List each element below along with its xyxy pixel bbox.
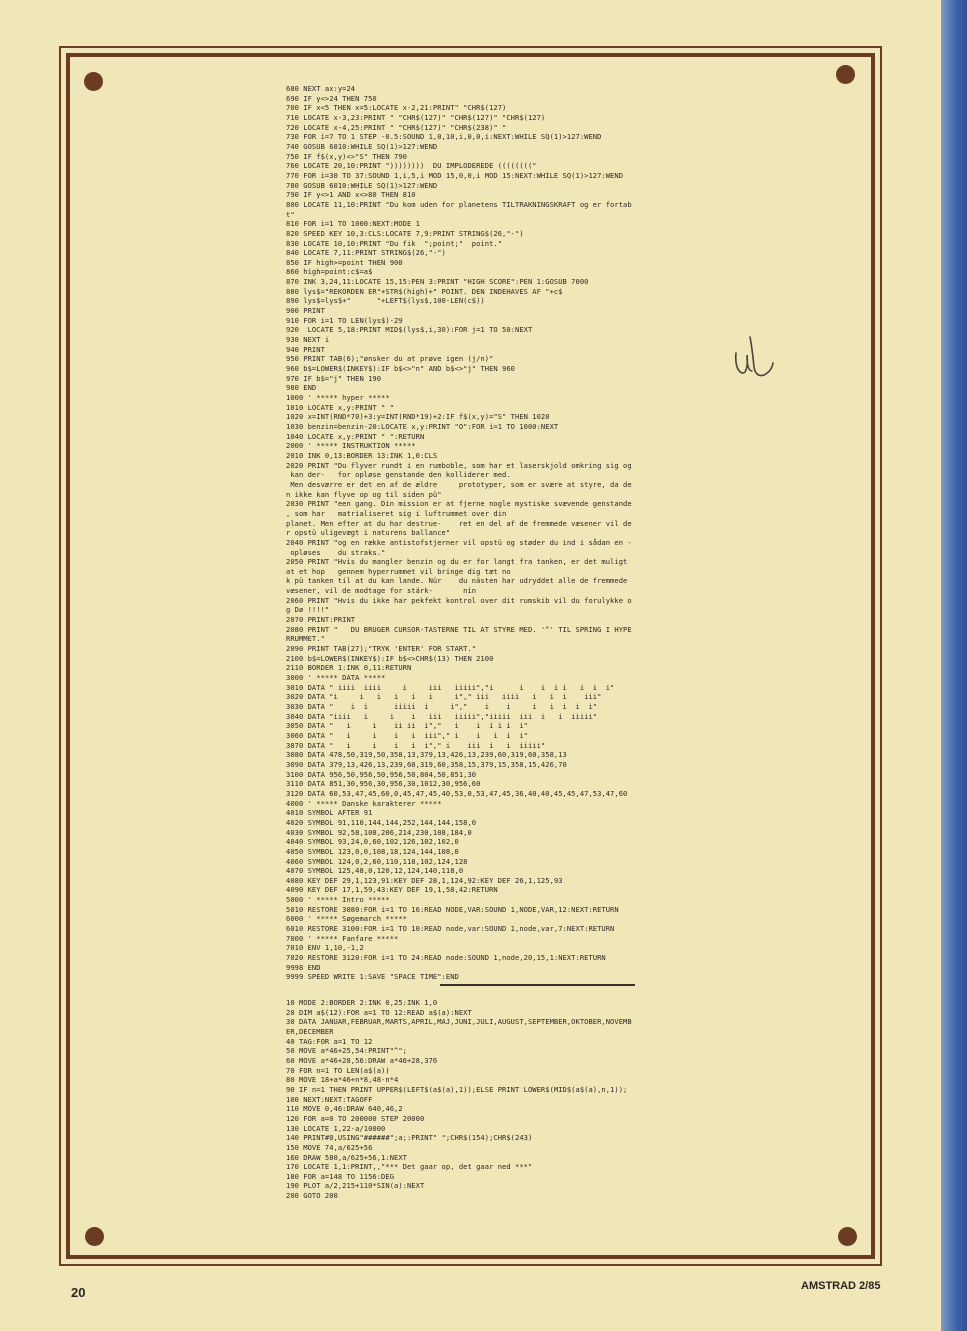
code-line: 3010 DATA " iiii iiii i iii iiiii","i i i i i i i i" [286, 682, 615, 692]
code-line: 730 FOR i=7 TO 1 STEP -0.5:SOUND 1,0,10,i,0,0,i:NEXT:WHILE SQ(1)>127:WEND [286, 132, 602, 142]
code-line: 110 MOVE 0,46:DRAW 640,46,2 [286, 1104, 403, 1114]
code-line: kan der- for opløse genstande den kolliderer med. [286, 470, 511, 480]
code-line: 200 GOTO 200 [286, 1191, 338, 1201]
code-line: RRUMMET." [286, 634, 325, 644]
code-line: 900 PRINT [286, 306, 325, 316]
code-line: 6010 RESTORE 3100:FOR i=1 TO 10:READ node,var:SOUND 1,node,var,7:NEXT:RETURN [286, 924, 615, 934]
code-line: 120 FOR a=0 TO 200000 STEP 20000 [286, 1113, 425, 1123]
code-line: 20 DIM a$(12):FOR a=1 TO 12:READ a$(a):NEXT [286, 1007, 472, 1017]
basic-listing-space-time [286, 84, 632, 982]
corner-dot-bottom-left [85, 1227, 104, 1246]
code-line: 960 b$=LOWER$(INKEY$):IF b$<>"n" AND b$<>"j" THEN 960 [286, 364, 516, 374]
code-line: 100 NEXT:NEXT:TAGOFF [286, 1094, 373, 1104]
code-line: , som har matrialiseret sig i luftrummet over din [286, 508, 507, 518]
code-line: 80 MOVE 18+a*46+n*8,48-n*4 [286, 1075, 399, 1085]
code-line: 30 DATA JANUAR,FEBRUAR,MARTS,APRIL,MAJ,JUNI,JULI,AUGUST,SEPTEMBER,OKTOBER,NOVEMB [286, 1017, 632, 1027]
code-line: 870 INK 3,24,11:LOCATE 15,15:PEN 3:PRINT "HIGH SCORE":PEN 1:GOSUB 7000 [286, 277, 589, 287]
code-line: n ikke kan flyve op og til siden pü" [286, 489, 442, 499]
code-line: 60 MOVE a*46+28,56:DRAW a*46+28,376 [286, 1055, 438, 1065]
code-line: 800 LOCATE 11,10:PRINT "Du kom uden for planetens TILTRAKNINGSKRAFT og er fortab [286, 199, 632, 209]
corner-dot-top-right [836, 65, 855, 84]
code-line: 2040 PRINT "og en række antistofstjerner vil opstü og støder du ind i sådan en - [286, 537, 632, 547]
code-line: 3040 DATA "iiii i i i iii iiiii","iiiii iii i i iiiii" [286, 711, 598, 721]
code-line: 150 MOVE 74,a/625+56 [286, 1142, 373, 1152]
code-line: 880 lys$="REKORDEN ER"+STR$(high)+" POINT. DEN INDEHAVES AF "+c$ [286, 286, 563, 296]
code-line: 9998 END [286, 962, 321, 972]
code-line: 910 FOR i=1 TO LEN(lys$)-29 [286, 315, 403, 325]
code-line: 4060 SYMBOL 124,0,2,60,110,118,102,124,128 [286, 856, 468, 866]
code-line: 3020 DATA "i i i i i i i"," iii iiii i i i iii" [286, 692, 602, 702]
code-line: 930 NEXT i [286, 335, 330, 345]
code-line: 4080 KEY DEF 29,1,123,91:KEY DEF 28,1,124,92:KEY DEF 26,1,125,93 [286, 875, 563, 885]
code-line: 3000 ' ***** DATA ***** [286, 673, 386, 683]
code-line: væsener, vil de modtage for stärk- nin [286, 586, 477, 596]
code-line: 5000 ' ***** Intro ***** [286, 895, 390, 905]
code-line: 3090 DATA 379,13,426,13,239,60,319,60,358,15,379,15,358,15,426,70 [286, 759, 567, 769]
corner-dot-top-left [84, 72, 103, 91]
code-line: 10 MODE 2:BORDER 2:INK 0,25:INK 1,0 [286, 998, 438, 1007]
code-line: 680 NEXT ax:y=24 [286, 84, 356, 93]
code-line: 2060 PRINT "Hvis du ikke har pekfekt kontrol over dit rumskib vil du forulykke o [286, 595, 632, 605]
code-line: ER,DECEMBER [286, 1026, 334, 1036]
code-line: 3120 DATA 60,53,47,45,60,0,45,47,45,40,53,0,53,47,45,36,40,40,45,45,47,53,47,60 [286, 788, 628, 798]
code-line: 950 PRINT TAB(6);"ønsker du at prøve igen (j/n)" [286, 354, 494, 364]
code-line: 2050 PRINT "Hvis du mangler benzin og du er for langt fra tanken, er det muligt [286, 557, 628, 567]
code-line: 180 FOR a=148 TO 1156:DEG [286, 1171, 395, 1181]
code-line: 1030 benzin=benzin-20:LOCATE x,y:PRINT "O":FOR i=1 TO 1000:NEXT [286, 421, 559, 431]
code-line: 50 MOVE a*46+25,54:PRINT"^"; [286, 1046, 407, 1056]
code-line: 770 FOR i=30 TO 37:SOUND 1,i,5,i MOD 15,0,0,i MOD 15:NEXT:WHILE SQ(1)>127:WEND [286, 170, 624, 180]
code-line: opløses du straks." [286, 547, 386, 557]
code-line: 3110 DATA 851,30,956,30,956,30,1012,30,956,60 [286, 779, 481, 789]
code-line: 1020 x=INT(RND*70)+3:y=INT(RND*19)+2:IF f$(x,y)="S" THEN 1020 [286, 412, 550, 422]
code-line: 890 lys$=lys$+" "+LEFT$(lys$,100-LEN(c$)) [286, 296, 485, 306]
code-line: 1040 LOCATE x,y:PRINT " ":RETURN [286, 431, 425, 441]
code-line: t" [286, 209, 295, 219]
code-line: r opstü uligevægt i naturens ballance" [286, 528, 451, 538]
code-line: 690 IF y<>24 THEN 750 [286, 93, 377, 103]
code-line: 4050 SYMBOL 123,0,0,108,18,124,144,108,0 [286, 846, 459, 856]
basic-listing-graph [286, 998, 632, 1201]
code-line: 830 LOCATE 10,10:PRINT "Du fik ";point;" point." [286, 238, 503, 248]
code-line: 2030 PRINT "een gang. Din mission er at fjerne nogle mystiske svævende genstande [286, 499, 632, 509]
code-line: 40 TAG:FOR a=1 TO 12 [286, 1036, 373, 1046]
code-line: 5010 RESTORE 3080:FOR i=1 TO 16:READ NODE,VAR:SOUND 1,NODE,VAR,12:NEXT:RETURN [286, 904, 619, 914]
code-line: 4090 KEY DEF 17,1,59,43:KEY DEF 19,1,58,42:RETURN [286, 885, 498, 895]
code-line: 970 IF b$="j" THEN 190 [286, 373, 382, 383]
code-line: 7010 ENV 1,10,-1,2 [286, 943, 364, 953]
code-line: 2020 PRINT "Du flyver rundt i en rumboble, som har et laserskjold omkring sig og [286, 460, 632, 470]
listing-separator [440, 984, 635, 986]
code-line: 3060 DATA " i i i i iii"," i i i i i" [286, 730, 528, 740]
code-line: 820 SPEED KEY 10,3:CLS:LOCATE 7,9:PRINT STRING$(26,"-") [286, 228, 524, 238]
code-line: 4000 ' ***** Danske karakterer ***** [286, 798, 442, 808]
code-line: k pü tanken til at du kan lande. Nür du nästen har udryddet alle de fremmede [286, 576, 628, 586]
code-line: 840 LOCATE 7,11:PRINT STRING$(26,"-") [286, 248, 446, 258]
code-line: 720 LOCATE x-4,25:PRINT " "CHR$(127)" "CHR$(238)" " [286, 122, 507, 132]
code-line: 2090 PRINT TAB(27);"TRYK 'ENTER' FOR START." [286, 644, 477, 654]
code-line: 2000 ' ***** INSTRUKTION ***** [286, 441, 416, 451]
code-line: g Dø !!!!" [286, 605, 330, 615]
code-line: 3030 DATA " i i iiiii i i"," i i i i i i i" [286, 702, 598, 711]
code-line: 2110 BORDER 1:INK 0,11:RETURN [286, 663, 412, 673]
code-line: 160 DRAW 580,a/625+56,1:NEXT [286, 1152, 407, 1162]
code-line: 140 PRINT#0,USING"######";a;:PRINT" ";CHR$(154);CHR$(243) [286, 1133, 533, 1143]
code-line: 850 IF high>=point THEN 900 [286, 257, 403, 267]
magazine-spine [941, 0, 967, 1331]
code-line: 3070 DATA " i i i i i"," i iii i i iiiii" [286, 740, 546, 750]
code-line: 4010 SYMBOL AFTER 91 [286, 808, 373, 818]
code-line: 740 GOSUB 6010:WHILE SQ(1)>127:WEND [286, 141, 438, 151]
code-line: 130 LOCATE 1,22-a/10000 [286, 1123, 386, 1133]
code-line: 7000 ' ***** Fanfare ***** [286, 933, 399, 943]
code-line: 4030 SYMBOL 92,58,108,206,214,230,108,184,0 [286, 827, 472, 837]
code-line: 750 IF f$(x,y)<>"S" THEN 790 [286, 151, 407, 161]
code-line: 1010 LOCATE x,y:PRINT " " [286, 402, 395, 412]
code-line: 700 IF x<5 THEN x=5:LOCATE x-2,21:PRINT" "CHR$(127) [286, 103, 507, 113]
code-line: 3050 DATA " i i ii ii i"," i i i i i i" [286, 721, 528, 731]
code-line: 1000 ' ***** hyper ***** [286, 393, 390, 402]
code-line: 7020 RESTORE 3120:FOR i=1 TO 24:READ node:SOUND 1,node,20,15,1:NEXT:RETURN [286, 953, 606, 963]
code-line: 920 LOCATE 5,18:PRINT MID$(lys$,i,30):FOR j=1 TO 50:NEXT [286, 325, 533, 335]
code-line: 760 LOCATE 20,10:PRINT ")))))))) DU IMPLODEREDE ((((((((" [286, 161, 537, 171]
code-line: 3080 DATA 478,50,319,50,358,13,379,13,426,13,239,60,319,60,358,13 [286, 750, 567, 760]
magazine-issue-label: AMSTRAD 2/85 [801, 1280, 881, 1292]
page-number: 20 [71, 1285, 86, 1300]
code-line: 790 IF y<>1 AND x<>80 THEN 810 [286, 190, 416, 200]
code-line: 780 GOSUB 6010:WHILE SQ(1)>127:WEND [286, 180, 438, 190]
code-line: 90 IF n=1 THEN PRINT UPPER$(LEFT$(a$(a),1));ELSE PRINT LOWER$(MID$(a$(a),n,1)); [286, 1084, 628, 1094]
code-line: 2080 PRINT " DU BRUGER CURSOR-TASTERNE TIL AT STYRE MED. '^' TIL SPRING I HYPE [286, 624, 632, 634]
code-line: 710 LOCATE x-3,23:PRINT " "CHR$(127)" "CHR$(127)" "CHR$(127) [286, 112, 546, 122]
code-line: 4040 SYMBOL 93,24,0,60,102,126,102,102,0 [286, 837, 459, 847]
code-line: 860 high=point:c$=a$ [286, 267, 373, 277]
code-line: at et hop gennem hyperrummet vil bringe dig tæt no [286, 566, 511, 576]
code-line: 6000 ' ***** Søgemarch ***** [286, 914, 407, 924]
code-line: 70 FOR n=1 TO LEN(a$(a)) [286, 1065, 390, 1075]
code-line: 810 FOR i=1 TO 1000:NEXT:MODE 1 [286, 219, 420, 229]
corner-dot-bottom-right [838, 1227, 857, 1246]
code-line: 3100 DATA 956,50,956,50,956,50,804,50,851,30 [286, 769, 477, 779]
code-line: 4020 SYMBOL 91,110,144,144,252,144,144,158,0 [286, 817, 477, 827]
code-line: 980 END [286, 383, 317, 393]
code-line: 2010 INK 0,13:BORDER 13:INK 1,0:CLS [286, 450, 438, 460]
code-line: 9999 SPEED WRITE 1:SAVE "SPACE TIME":END [286, 972, 459, 982]
code-line: 940 PRINT [286, 344, 325, 354]
code-line: 2070 PRINT:PRINT [286, 615, 356, 625]
code-line: 170 LOCATE 1,1:PRINT,,"*** Det gaar op, det gaar ned ***" [286, 1162, 533, 1172]
code-line: 4070 SYMBOL 125,48,0,120,12,124,140,118,0 [286, 866, 464, 876]
code-line: Men desværre er det en af de ældre prototyper, som er svære at styre, da de [286, 479, 632, 489]
handwritten-mark [732, 333, 776, 381]
code-line: planet. Men efter at du har destrue- ret en del af de fremmede væsener vil de [286, 518, 632, 528]
code-line: 2100 b$=LOWER$(INKEY$):IF b$<>CHR$(13) THEN 2100 [286, 653, 494, 663]
code-line: 190 PLOT a/2,215+110*SIN(a):NEXT [286, 1181, 425, 1191]
